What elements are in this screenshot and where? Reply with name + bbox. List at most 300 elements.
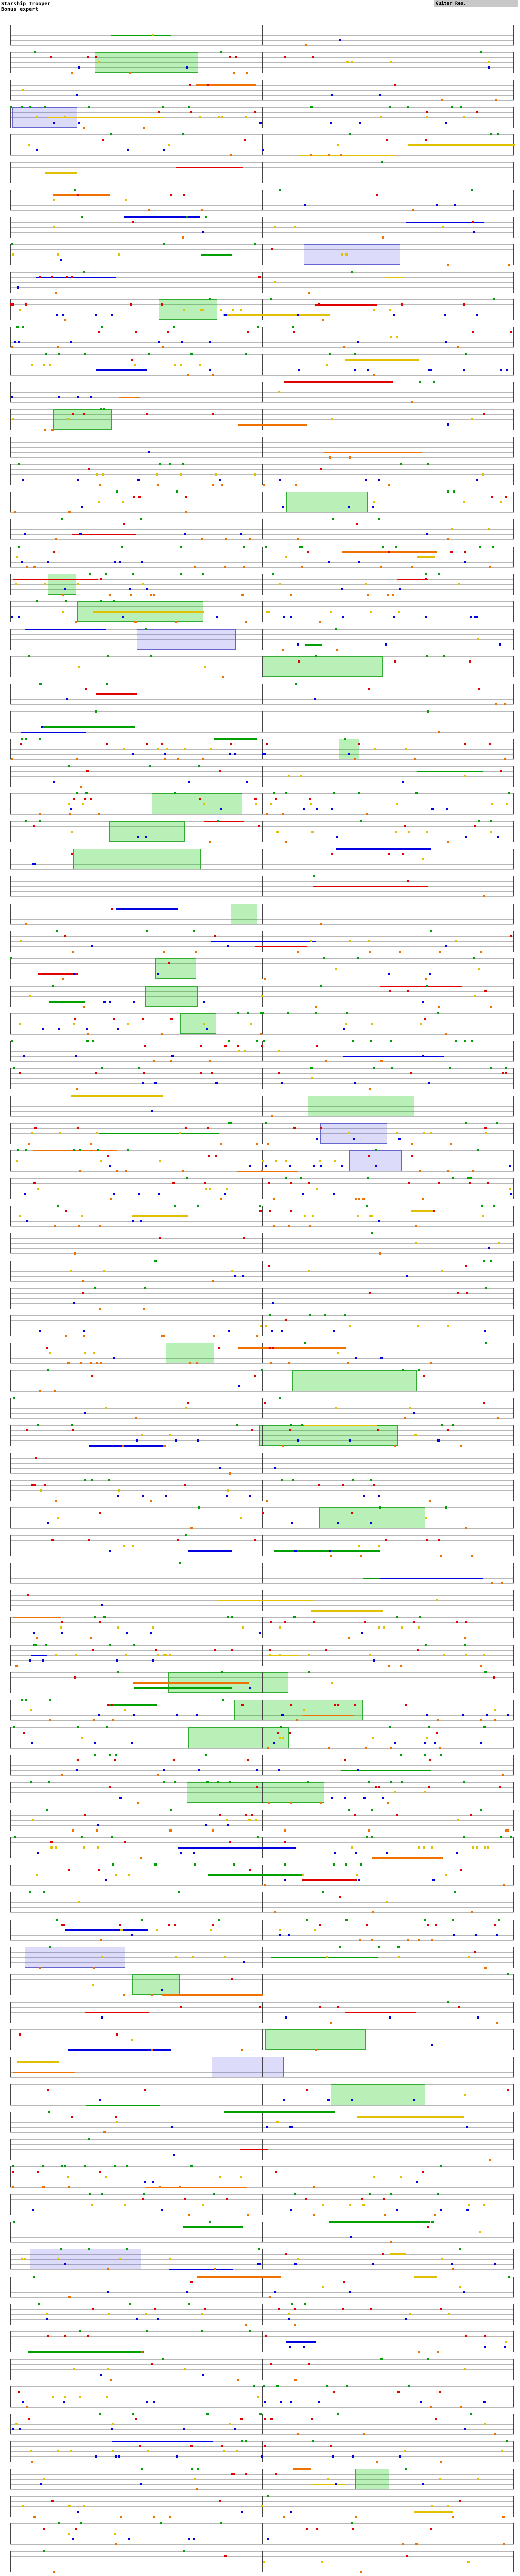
note-gem bbox=[71, 276, 73, 278]
barline bbox=[262, 547, 263, 567]
note-gem bbox=[150, 1632, 152, 1634]
note-gem bbox=[337, 2006, 339, 2008]
note-gem bbox=[224, 1193, 226, 1195]
note-gem bbox=[73, 2368, 75, 2370]
note-gem bbox=[337, 144, 339, 146]
note-gem bbox=[163, 1781, 165, 1783]
note-gem bbox=[227, 1824, 229, 1826]
note-gem bbox=[274, 1911, 276, 1913]
note-gem bbox=[146, 930, 148, 932]
barline bbox=[10, 876, 11, 896]
note-gem bbox=[177, 758, 179, 760]
note-gem bbox=[221, 1671, 223, 1673]
barline bbox=[10, 217, 11, 238]
barline bbox=[262, 2194, 263, 2215]
note-gem bbox=[33, 566, 36, 568]
note-gem bbox=[279, 1654, 281, 1656]
note-gem bbox=[269, 1654, 271, 1656]
note-gem bbox=[450, 1143, 452, 1145]
staff-line bbox=[10, 1034, 514, 1035]
note-gem bbox=[29, 1659, 31, 1662]
staff-line bbox=[10, 457, 514, 458]
note-gem bbox=[110, 1198, 112, 1200]
note-gem bbox=[49, 1719, 51, 1721]
note-gem bbox=[483, 1402, 485, 1404]
note-gem bbox=[243, 546, 245, 548]
note-gem bbox=[390, 1040, 392, 1042]
sustain-line bbox=[169, 2269, 233, 2270]
note-gem bbox=[337, 1522, 339, 1524]
note-gem bbox=[383, 2198, 385, 2200]
note-gem bbox=[465, 1621, 467, 1623]
note-gem bbox=[213, 1335, 215, 1337]
note-gem bbox=[369, 1215, 371, 1217]
note-gem bbox=[62, 314, 64, 316]
note-gem bbox=[241, 1704, 244, 1706]
note-gem bbox=[256, 1769, 258, 1771]
note-gem bbox=[328, 1747, 330, 1749]
note-gem bbox=[388, 1665, 390, 1667]
note-gem bbox=[78, 666, 80, 668]
barline bbox=[513, 958, 514, 979]
note-gem bbox=[100, 1362, 102, 1364]
note-gem bbox=[78, 1901, 80, 1903]
note-gem bbox=[35, 1644, 37, 1646]
note-gem bbox=[141, 1919, 143, 1921]
note-gem bbox=[505, 2341, 507, 2343]
note-gem bbox=[74, 1018, 76, 1020]
sustain-line bbox=[41, 726, 135, 728]
barline bbox=[10, 1974, 11, 1995]
note-gem bbox=[62, 594, 64, 596]
note-gem bbox=[280, 1726, 282, 1728]
staff-line bbox=[10, 155, 514, 156]
star-power-zone bbox=[308, 1096, 414, 1116]
barline bbox=[513, 1178, 514, 1199]
note-gem bbox=[33, 2516, 36, 2518]
note-gem bbox=[98, 1714, 100, 1716]
note-gem bbox=[195, 611, 197, 613]
note-gem bbox=[342, 2308, 344, 2310]
barline bbox=[10, 1343, 11, 1363]
note-gem bbox=[342, 1484, 344, 1486]
staff-line bbox=[10, 1116, 514, 1117]
note-gem bbox=[267, 2495, 269, 2497]
note-gem bbox=[420, 1023, 422, 1025]
barline bbox=[262, 574, 263, 595]
sustain-line bbox=[49, 1001, 85, 1003]
star-power-zone bbox=[319, 1507, 425, 1528]
note-gem bbox=[245, 2324, 247, 2326]
star-power-zone bbox=[159, 299, 217, 320]
note-gem bbox=[491, 496, 493, 498]
note-gem bbox=[219, 2500, 221, 2502]
note-gem bbox=[348, 1637, 350, 1639]
staff-line bbox=[10, 2105, 514, 2106]
note-gem bbox=[425, 573, 427, 575]
note-gem bbox=[366, 1836, 368, 1838]
note-gem bbox=[423, 1375, 425, 1377]
note-gem bbox=[383, 1626, 385, 1629]
note-gem bbox=[483, 413, 485, 415]
note-gem bbox=[68, 1869, 70, 1871]
note-gem bbox=[426, 985, 428, 987]
note-gem bbox=[35, 1457, 37, 1459]
barline bbox=[262, 1480, 263, 1501]
note-gem bbox=[103, 2131, 106, 2133]
note-gem bbox=[169, 2516, 171, 2518]
barline bbox=[262, 134, 263, 155]
star-power-zone bbox=[292, 1370, 417, 1391]
note-gem bbox=[11, 396, 13, 398]
note-gem bbox=[58, 1028, 60, 1030]
note-gem bbox=[60, 1626, 62, 1629]
note-gem bbox=[15, 1665, 18, 1667]
note-gem bbox=[264, 2401, 266, 2403]
note-gem bbox=[61, 2165, 63, 2167]
note-gem bbox=[98, 813, 100, 815]
note-gem bbox=[290, 1424, 292, 1426]
barline bbox=[10, 1398, 11, 1418]
note-gem bbox=[322, 2286, 324, 2288]
note-gem bbox=[479, 2231, 481, 2233]
note-gem bbox=[418, 1626, 420, 1629]
note-gem bbox=[334, 1160, 336, 1162]
note-gem bbox=[45, 1644, 47, 1646]
note-gem bbox=[279, 1397, 281, 1399]
sustain-line bbox=[240, 2149, 268, 2150]
note-gem bbox=[114, 2165, 116, 2167]
barline bbox=[10, 1288, 11, 1309]
note-gem bbox=[86, 1040, 89, 1042]
note-gem bbox=[331, 94, 333, 96]
note-gem bbox=[371, 1023, 373, 1025]
note-gem bbox=[170, 1060, 172, 1062]
note-gem bbox=[169, 1434, 171, 1436]
note-gem bbox=[123, 1545, 125, 1547]
barline bbox=[262, 299, 263, 320]
note-gem bbox=[44, 583, 46, 585]
note-gem bbox=[75, 1654, 77, 1656]
note-gem bbox=[399, 2455, 401, 2458]
note-gem bbox=[72, 1429, 74, 1431]
note-gem bbox=[39, 813, 41, 815]
barline bbox=[513, 1563, 514, 1583]
note-gem bbox=[451, 106, 453, 108]
barline bbox=[513, 739, 514, 759]
note-gem bbox=[348, 1809, 350, 1811]
note-gem bbox=[219, 479, 221, 481]
sustain-line bbox=[414, 2276, 437, 2278]
note-gem bbox=[77, 583, 79, 585]
note-gem bbox=[158, 341, 160, 343]
note-gem bbox=[254, 1375, 256, 1377]
note-gem bbox=[448, 2313, 450, 2315]
note-gem bbox=[430, 2528, 432, 2530]
note-gem bbox=[21, 2258, 23, 2260]
barline bbox=[262, 739, 263, 759]
note-gem bbox=[304, 204, 306, 206]
note-gem bbox=[31, 1132, 33, 1134]
note-gem bbox=[389, 990, 391, 992]
note-gem bbox=[290, 1210, 292, 1212]
note-gem bbox=[470, 2413, 472, 2415]
note-gem bbox=[329, 456, 331, 459]
star-power-zone bbox=[349, 1150, 402, 1171]
note-gem bbox=[53, 2571, 55, 2573]
barline bbox=[513, 1150, 514, 1171]
note-gem bbox=[229, 1781, 231, 1783]
note-gem bbox=[47, 2089, 49, 2091]
note-gem bbox=[39, 276, 41, 278]
note-gem bbox=[48, 2111, 50, 2113]
note-gem bbox=[346, 2385, 348, 2387]
note-gem bbox=[183, 2550, 185, 2552]
note-gem bbox=[155, 1649, 157, 1651]
note-gem bbox=[279, 1737, 281, 1739]
barline bbox=[10, 1370, 11, 1391]
note-gem bbox=[282, 813, 284, 815]
note-gem bbox=[458, 583, 460, 585]
note-gem bbox=[457, 1819, 459, 1821]
note-gem bbox=[271, 1115, 273, 1117]
note-gem bbox=[289, 1429, 291, 1431]
note-gem bbox=[90, 798, 92, 800]
note-gem bbox=[57, 253, 59, 256]
note-gem bbox=[464, 2368, 466, 2370]
note-gem bbox=[407, 990, 409, 992]
note-gem bbox=[111, 1704, 113, 1706]
note-gem bbox=[288, 2318, 290, 2320]
barline bbox=[10, 2002, 11, 2023]
note-gem bbox=[326, 364, 328, 366]
note-gem bbox=[504, 703, 506, 705]
note-gem bbox=[437, 2351, 439, 2353]
note-gem bbox=[70, 1270, 72, 1272]
barline bbox=[10, 849, 11, 869]
note-gem bbox=[77, 194, 79, 196]
note-gem bbox=[126, 1632, 128, 1634]
barline bbox=[513, 2084, 514, 2105]
barline bbox=[513, 2249, 514, 2269]
note-gem bbox=[70, 808, 72, 810]
staff-line bbox=[10, 759, 514, 760]
note-gem bbox=[153, 2516, 155, 2518]
note-gem bbox=[124, 1709, 126, 1711]
sustain-line bbox=[238, 1347, 346, 1349]
star-power-zone bbox=[166, 1343, 214, 1363]
note-gem bbox=[249, 1495, 251, 1497]
note-gem bbox=[447, 2505, 449, 2507]
note-gem bbox=[23, 1055, 25, 1057]
note-gem bbox=[148, 209, 150, 211]
note-gem bbox=[352, 1040, 354, 1042]
barline bbox=[513, 1261, 514, 1281]
note-gem bbox=[88, 468, 90, 470]
note-gem bbox=[388, 973, 390, 975]
note-gem bbox=[471, 1040, 473, 1042]
note-gem bbox=[419, 381, 421, 383]
note-gem bbox=[385, 643, 387, 646]
note-gem bbox=[422, 1198, 424, 1200]
note-gem bbox=[368, 1829, 370, 1832]
note-gem bbox=[506, 369, 508, 371]
star-power-zone bbox=[212, 2057, 284, 2077]
note-gem bbox=[386, 139, 388, 141]
note-gem bbox=[47, 561, 49, 563]
barline bbox=[262, 2249, 263, 2269]
note-gem bbox=[90, 396, 92, 398]
note-gem bbox=[445, 341, 447, 343]
note-gem bbox=[445, 1033, 447, 1035]
note-gem bbox=[269, 1314, 271, 1316]
note-gem bbox=[233, 72, 235, 74]
note-gem bbox=[25, 1149, 27, 1151]
note-gem bbox=[232, 309, 234, 311]
note-gem bbox=[240, 2176, 242, 2178]
note-gem bbox=[72, 413, 74, 415]
note-gem bbox=[90, 1362, 92, 1364]
note-gem bbox=[44, 106, 46, 108]
note-gem bbox=[467, 2561, 470, 2563]
note-gem bbox=[187, 1402, 189, 1404]
barline bbox=[10, 464, 11, 485]
note-gem bbox=[457, 1292, 459, 1294]
barline bbox=[513, 107, 514, 128]
note-gem bbox=[42, 1659, 44, 1662]
note-gem bbox=[280, 2401, 282, 2403]
note-gem bbox=[111, 2428, 113, 2430]
barline bbox=[513, 601, 514, 622]
note-gem bbox=[15, 583, 17, 585]
note-gem bbox=[288, 1362, 290, 1364]
barline bbox=[513, 1013, 514, 1034]
note-gem bbox=[315, 2049, 317, 2051]
star-power-zone bbox=[286, 492, 368, 512]
note-gem bbox=[219, 1814, 221, 1816]
note-gem bbox=[58, 2522, 60, 2524]
note-gem bbox=[88, 1539, 90, 1541]
note-gem bbox=[370, 1522, 372, 1524]
note-gem bbox=[488, 61, 490, 63]
barline bbox=[10, 244, 11, 265]
note-gem bbox=[276, 2121, 279, 2123]
barline bbox=[262, 409, 263, 430]
note-gem bbox=[13, 2221, 15, 2223]
note-gem bbox=[258, 2248, 260, 2250]
sustain-line bbox=[208, 1874, 302, 1876]
barline bbox=[262, 1425, 263, 1446]
note-gem bbox=[304, 1215, 306, 1217]
note-gem bbox=[109, 1550, 111, 1552]
note-gem bbox=[464, 561, 466, 563]
note-gem bbox=[263, 484, 265, 486]
note-gem bbox=[19, 2033, 21, 2036]
note-gem bbox=[243, 566, 245, 568]
note-gem bbox=[215, 1155, 217, 1157]
barline bbox=[262, 2441, 263, 2462]
note-gem bbox=[37, 1188, 39, 1190]
note-gem bbox=[264, 1402, 266, 1404]
note-gem bbox=[429, 1759, 431, 1761]
note-gem bbox=[275, 2171, 277, 2173]
note-gem bbox=[281, 1082, 283, 1084]
barline bbox=[10, 1700, 11, 1720]
note-gem bbox=[361, 2198, 363, 2200]
note-gem bbox=[57, 1205, 59, 1207]
note-gem bbox=[231, 1978, 233, 1980]
note-gem bbox=[264, 2445, 266, 2447]
barline bbox=[513, 1288, 514, 1309]
note-gem bbox=[322, 2204, 324, 2206]
note-gem bbox=[470, 1177, 472, 1179]
note-gem bbox=[91, 2204, 93, 2206]
note-gem bbox=[114, 561, 116, 563]
note-gem bbox=[351, 1846, 353, 1849]
note-gem bbox=[188, 2538, 190, 2540]
note-gem bbox=[294, 2193, 296, 2195]
note-gem bbox=[114, 2533, 116, 2535]
barline bbox=[10, 2496, 11, 2517]
note-gem bbox=[343, 2281, 345, 2283]
barline bbox=[513, 2414, 514, 2434]
note-gem bbox=[33, 2276, 35, 2278]
note-gem bbox=[15, 2423, 18, 2425]
note-gem bbox=[125, 199, 127, 201]
note-gem bbox=[359, 122, 361, 124]
note-gem bbox=[53, 122, 55, 124]
note-gem bbox=[478, 688, 480, 690]
note-gem bbox=[123, 748, 125, 750]
note-gem bbox=[392, 594, 394, 596]
note-gem bbox=[263, 2385, 265, 2387]
star-power-zone bbox=[155, 958, 196, 979]
barline bbox=[262, 656, 263, 677]
note-gem bbox=[373, 309, 375, 311]
barline bbox=[10, 1535, 11, 1556]
note-gem bbox=[95, 1072, 97, 1074]
barline bbox=[10, 931, 11, 952]
note-gem bbox=[370, 2308, 372, 2310]
note-gem bbox=[11, 616, 13, 618]
note-gem bbox=[284, 1863, 286, 1866]
barline bbox=[262, 1315, 263, 1336]
note-gem bbox=[145, 628, 147, 630]
barline bbox=[513, 1617, 514, 1638]
staff-line bbox=[10, 347, 514, 348]
note-gem bbox=[157, 2318, 159, 2320]
note-gem bbox=[229, 56, 231, 58]
note-gem bbox=[219, 770, 221, 772]
note-gem bbox=[116, 1659, 118, 1662]
note-gem bbox=[132, 1545, 134, 1547]
barline bbox=[262, 1947, 263, 1968]
note-gem bbox=[503, 2543, 505, 2545]
note-gem bbox=[215, 1082, 217, 1084]
note-gem bbox=[131, 1934, 133, 1936]
sustain-line bbox=[302, 1715, 354, 1716]
note-gem bbox=[110, 2379, 112, 2381]
note-gem bbox=[249, 1869, 251, 1871]
note-gem bbox=[201, 538, 203, 540]
note-gem bbox=[208, 1155, 210, 1157]
note-gem bbox=[266, 2126, 268, 2128]
note-gem bbox=[161, 1033, 163, 1035]
note-gem bbox=[113, 1193, 115, 1195]
note-gem bbox=[313, 1621, 315, 1623]
note-gem bbox=[404, 2450, 406, 2452]
note-gem bbox=[438, 573, 440, 575]
